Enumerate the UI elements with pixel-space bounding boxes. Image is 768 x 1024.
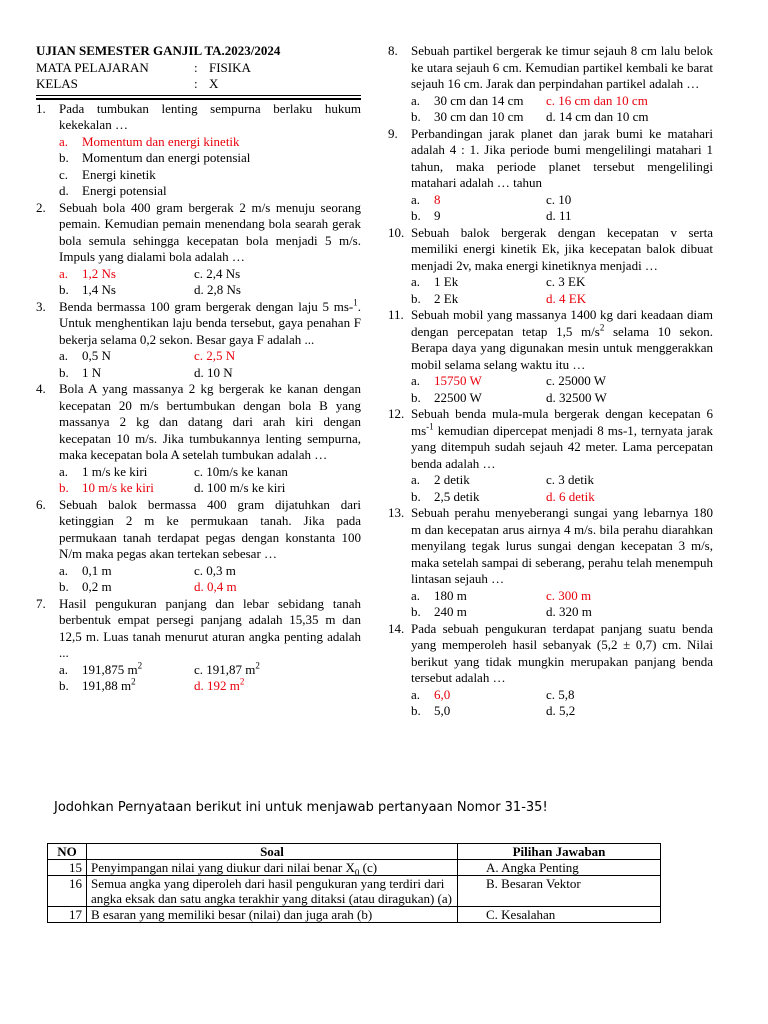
- question-text: Bola A yang massanya 2 kg bergerak ke kanan dengan kecepatan 20 m/s bertumbukan dengan bola B yang massanya 2 kg dan datang dari arah kiri dengan kecepatan 10 m/s. Jika tumbukannya lenting sempurna, maka kecepatan bola A setelah tumbukan adalah …: [59, 381, 361, 462]
- option-letter: b.: [411, 290, 421, 306]
- question-text: [59, 299, 361, 349]
- option-a[interactable]: [59, 134, 361, 151]
- header-value: FISIKA: [209, 59, 251, 75]
- option-text: 30 cm dan 10 cm: [434, 109, 524, 124]
- option-letter: a.: [59, 562, 69, 578]
- question-text: [411, 406, 713, 472]
- question-number: 1.: [36, 100, 46, 116]
- option-a[interactable]: [59, 266, 194, 283]
- option-a[interactable]: [59, 348, 194, 365]
- option-text: 5,0: [434, 703, 451, 718]
- option-d[interactable]: d. 4 EK: [546, 290, 587, 306]
- option-letter: a.: [411, 373, 421, 388]
- question-text: [411, 307, 713, 373]
- header-row-subject: [36, 60, 361, 77]
- question-14: [388, 621, 713, 687]
- table-row: [48, 907, 661, 923]
- header-sep: :: [194, 59, 198, 75]
- question-number: 7.: [36, 595, 46, 611]
- row-soal: [87, 860, 458, 876]
- option-d[interactable]: d. 320 m: [546, 604, 592, 619]
- option-text: 2 Ek: [434, 290, 459, 306]
- option-b[interactable]: [59, 579, 194, 596]
- option-b[interactable]: [411, 109, 546, 126]
- option-d[interactable]: [194, 678, 244, 695]
- option-letter: b.: [59, 579, 69, 594]
- option-b[interactable]: [59, 282, 194, 299]
- question-6: [36, 497, 361, 563]
- option-a[interactable]: [411, 274, 546, 291]
- option-b[interactable]: [411, 703, 546, 720]
- option-d[interactable]: d. 2,8 Ns: [194, 282, 241, 297]
- question-number: 12.: [388, 406, 405, 421]
- option-letter: b.: [411, 604, 421, 619]
- option-letter: b.: [59, 364, 69, 380]
- option-c[interactable]: c. 2,4 Ns: [194, 265, 241, 281]
- option-letter: a.: [411, 274, 421, 289]
- question-text: Perbandingan jarak planet dan jarak bumi ke matahari adalah 4 : 1. Jika periode bumi mengelilingi matahari 1 tahun, maka periode planet tersebut mengelilingi matahari adalah … tahun: [411, 125, 713, 190]
- question-13: [388, 505, 713, 588]
- text-part: . Untuk menghentikan laju benda tersebut, gaya penahan F bekerja selama 0,2 sekon. Besar gaya F adalah ...: [59, 298, 361, 347]
- text-part: Benda bermassa 100 gram bergerak dengan laju 5 ms-: [59, 298, 354, 314]
- question-text: Sebuah partikel bergerak ke timur sejauh 8 cm lalu belok ke utara sejauh 6 cm. Kemudian partikel kembali ke barat sejauh 16 cm. Jarak dan perpindahan partikel adalah …: [411, 43, 713, 91]
- option-a[interactable]: [411, 93, 546, 110]
- option-c[interactable]: c. 0,3 m: [194, 562, 236, 578]
- option-d[interactable]: d. 100 m/s ke kiri: [194, 480, 286, 495]
- option-text: 1 N: [82, 364, 102, 380]
- row-number: 17: [48, 907, 87, 923]
- options-row-bd: [59, 480, 361, 497]
- option-c[interactable]: c. 16 cm dan 10 cm: [546, 92, 648, 108]
- option-c[interactable]: c. 10: [546, 191, 572, 207]
- question-number: 14.: [388, 620, 405, 636]
- options-row-ac: [411, 192, 713, 209]
- option-letter: a.: [59, 463, 69, 479]
- header-sep: :: [194, 76, 198, 91]
- option-c[interactable]: c. 300 m: [546, 587, 592, 603]
- question-text: Sebuah balok bergerak dengan kecepatan v serta memiliki energi kinetik Ek, jika kecepatan balok dibuat menjadi 2v, maka energi kinetiknya menjadi …: [411, 224, 713, 273]
- option-text: 6,0: [434, 686, 451, 702]
- option-b[interactable]: [411, 390, 546, 407]
- question-10: [388, 225, 713, 275]
- header-value: X: [209, 76, 219, 91]
- question-9: [388, 126, 713, 192]
- option-d[interactable]: d. 14 cm dan 10 cm: [546, 109, 649, 124]
- option-b[interactable]: [411, 208, 546, 225]
- option-letter: b.: [411, 703, 421, 718]
- option-b[interactable]: [411, 291, 546, 308]
- option-text: 0,5 N: [82, 348, 111, 363]
- superscript: 2: [599, 322, 605, 333]
- option-b[interactable]: [59, 480, 194, 497]
- options-row-bd: [411, 703, 713, 720]
- row-number: 15: [48, 860, 87, 876]
- option-letter: d.: [59, 183, 69, 198]
- question-2: [36, 200, 361, 266]
- row-pilihan: A. Angka Penting: [458, 860, 661, 876]
- subscript: 0: [354, 867, 360, 878]
- header-no: NO: [48, 844, 87, 860]
- option-a[interactable]: [411, 472, 546, 489]
- option-text: 1 Ek: [434, 274, 459, 289]
- option-letter: a.: [411, 92, 421, 108]
- option-text: Energi potensial: [82, 183, 167, 198]
- options-row-bd: [59, 365, 361, 382]
- option-d[interactable]: d. 10 N: [194, 364, 233, 380]
- option-b[interactable]: [59, 365, 194, 382]
- superscript: 1: [353, 297, 358, 308]
- question-1-options: [59, 134, 361, 200]
- option-text: 1,4 Ns: [82, 282, 116, 297]
- options-row-ac: [59, 348, 361, 365]
- option-text: 180 m: [434, 587, 467, 603]
- question-7: [36, 596, 361, 662]
- option-letter: b.: [59, 282, 69, 297]
- option-value: 191,875 m: [82, 661, 138, 677]
- options-row-ac: [411, 93, 713, 110]
- option-text: [82, 662, 142, 679]
- option-text: Momentum dan energi kinetik: [82, 133, 240, 149]
- option-letter: a.: [59, 348, 69, 363]
- question-4: [36, 381, 361, 464]
- option-b[interactable]: [59, 678, 194, 695]
- question-number: 4.: [36, 381, 46, 396]
- option-text: Energi kinetik: [82, 166, 156, 182]
- option-c[interactable]: c. 3 EK: [546, 274, 586, 289]
- text-part: Sebuah benda mula-mula bergerak dengan kecepatan 6 ms: [411, 406, 713, 438]
- options-row-ac: [59, 662, 361, 679]
- superscript: 2: [137, 660, 143, 671]
- options-row-ac: [59, 266, 361, 283]
- table-row: [48, 860, 661, 876]
- option-b[interactable]: [411, 604, 546, 621]
- option-letter: b.: [411, 109, 421, 124]
- option-c[interactable]: c. 5,8: [546, 686, 575, 702]
- options-row-ac: [59, 563, 361, 580]
- option-d[interactable]: d. 11: [546, 208, 572, 223]
- question-text: Sebuah perahu menyeberangi sungai yang lebarnya 180 m dan kecepatan arus airnya 4 m/s. bila perahu diarahkan menyilang tegak lurus sungai dengan kecepatan 3 m/s, maka setelah sampai di seberang, perahu telah menempuh lintasan sejauh …: [411, 505, 713, 586]
- option-a[interactable]: [59, 563, 194, 580]
- option-text: 10 m/s ke kiri: [82, 480, 154, 495]
- question-text: Sebuah balok bermassa 400 gram dijatuhkan dari ketinggian 2 m ke permukaan tanah. Jika pada permukaan tanah terdapat pegas dengan konstanta 100 N/m maka pegas akan tertekan sebesar …: [59, 496, 361, 561]
- superscript: 2: [239, 676, 245, 687]
- option-a[interactable]: [411, 192, 546, 209]
- option-d[interactable]: d. 0,4 m: [194, 579, 237, 594]
- option-a[interactable]: [411, 373, 546, 390]
- header-key: KELAS: [36, 76, 78, 91]
- question-12: [388, 406, 713, 472]
- header-divider: [36, 95, 361, 100]
- option-text: 0,1 m: [82, 562, 112, 578]
- option-text: 240 m: [434, 604, 467, 619]
- options-row-ac: [411, 472, 713, 489]
- left-column: [36, 43, 361, 695]
- option-c[interactable]: c. 25000 W: [546, 373, 607, 388]
- option-text: 1,2 Ns: [82, 265, 116, 281]
- option-letter: a.: [411, 472, 421, 487]
- options-row-bd: [59, 282, 361, 299]
- option-a[interactable]: [411, 687, 546, 704]
- options-row-bd: [411, 291, 713, 308]
- option-c[interactable]: c. 2,5 N: [194, 348, 236, 363]
- options-row-bd: [411, 390, 713, 407]
- question-text: Pada tumbukan lenting sempurna berlaku hukum kekekalan …: [59, 100, 361, 132]
- soal-answer: (c): [359, 860, 378, 875]
- question-8: [388, 43, 713, 93]
- soal-text: Penyimpangan nilai yang diukur dari nilai benar X: [91, 860, 355, 875]
- option-d[interactable]: d. 6 detik: [546, 488, 595, 504]
- option-text: [82, 678, 136, 695]
- options-row-bd: [59, 678, 361, 695]
- option-letter: c.: [59, 166, 69, 182]
- option-value: 191,88 m: [82, 678, 132, 693]
- option-value: c. 191,87 m: [194, 661, 256, 677]
- superscript: -1: [426, 421, 434, 432]
- matching-table: [47, 843, 661, 923]
- header-key: MATA PELAJARAN: [36, 59, 149, 75]
- superscript: 2: [255, 660, 260, 671]
- superscript: 2: [131, 676, 136, 687]
- option-letter: a.: [411, 686, 421, 702]
- text-part: Sebuah mobil yang massanya 1400 kg dari keadaan diam dengan percepatan tetap 1,5 m/s: [411, 307, 713, 339]
- question-text: Pada sebuah pengukuran terdapat panjang suatu benda yang memperoleh hasil sebanyak (5,2 ± 0,7) cm. Nilai berikut yang tidak mungkin merupakan panjang benda tersebut adalah …: [411, 620, 713, 685]
- row-soal: Semua angka yang diperoleh dari hasil pengukuran yang terdiri dari angka eksak dan satu angka terakhir yang ditaksi (atau diragukan) (a): [87, 876, 458, 907]
- question-number: 10.: [388, 224, 405, 240]
- right-column: [388, 43, 713, 720]
- option-text: 0,2 m: [82, 579, 112, 594]
- option-b[interactable]: [59, 150, 361, 167]
- question-3: [36, 299, 361, 349]
- question-number: 2.: [36, 199, 46, 215]
- exam-title: UJIAN SEMESTER GANJIL TA.2023/2024: [36, 43, 281, 58]
- matching-instruction: Jodohkan Pernyataan berikut ini untuk menjawab pertanyaan Nomor 31-35!: [54, 800, 548, 815]
- question-number: 3.: [36, 298, 46, 314]
- row-number: 16: [48, 876, 87, 907]
- option-c[interactable]: [59, 167, 361, 184]
- option-text: 8: [434, 191, 441, 207]
- question-1: [36, 101, 361, 134]
- options-row-ac: [411, 373, 713, 390]
- option-b[interactable]: [411, 489, 546, 506]
- question-11: [388, 307, 713, 373]
- header-row-class: [36, 76, 361, 93]
- option-letter: b.: [411, 208, 421, 223]
- options-row-ac: [411, 274, 713, 291]
- option-c[interactable]: c. 3 detik: [546, 472, 595, 487]
- text-part: kemudian dipercepat menjadi 8 ms-1, ternyata jarak yang ditempuh sudah sejauh 42 meter. Lama percepatan benda adalah …: [411, 422, 713, 471]
- question-text: Hasil pengukuran panjang dan lebar sebidang tanah berbentuk empat persegi panjang adalah 15,35 m dan 12,5 m. Luas tanah menurut aturan angka penting adalah ...: [59, 595, 361, 660]
- option-text: 22500 W: [434, 389, 482, 405]
- options-row-bd: [411, 604, 713, 621]
- row-pilihan: B. Besaran Vektor: [458, 876, 661, 907]
- question-number: 13.: [388, 505, 405, 520]
- option-text: 15750 W: [434, 373, 482, 388]
- option-letter: a.: [59, 661, 69, 677]
- question-number: 11.: [388, 307, 404, 322]
- options-row-ac: [411, 588, 713, 605]
- text-part: selama 10 sekon. Berapa daya yang digunakan mesin untuk menggerakkan mobil selama selang waktu itu …: [411, 323, 713, 372]
- option-letter: a.: [59, 265, 69, 281]
- row-pilihan: C. Kesalahan: [458, 907, 661, 923]
- option-d[interactable]: d. 32500 W: [546, 389, 607, 405]
- option-letter: b.: [411, 389, 421, 405]
- question-number: 6.: [36, 496, 46, 512]
- option-text: 30 cm dan 14 cm: [434, 92, 524, 108]
- option-text: 1 m/s ke kiri: [82, 463, 148, 479]
- option-letter: b.: [59, 678, 69, 693]
- option-text: 2,5 detik: [434, 488, 480, 504]
- options-row-ac: [59, 464, 361, 481]
- option-letter: a.: [411, 587, 421, 603]
- options-row-ac: [411, 687, 713, 704]
- row-soal: B esaran yang memiliki besar (nilai) dan juga arah (b): [87, 907, 458, 923]
- option-text: Momentum dan energi potensial: [82, 150, 251, 165]
- question-text: Sebuah bola 400 gram bergerak 2 m/s menuju seorang pemain. Kemudian pemain menendang bola searah gerak bola semula sehingga kecepatan bola menjadi 5 m/s. Impuls yang dialami bola adalah …: [59, 199, 361, 264]
- option-a[interactable]: [411, 588, 546, 605]
- option-text: 2 detik: [434, 472, 470, 487]
- option-text: 9: [434, 208, 441, 223]
- table-header-row: [48, 844, 661, 860]
- option-letter: a.: [411, 191, 421, 207]
- option-a[interactable]: [59, 464, 194, 481]
- option-a[interactable]: [59, 662, 194, 679]
- option-value: d. 192 m: [194, 678, 240, 693]
- option-letter: b.: [59, 150, 69, 165]
- header-pilihan: Pilihan Jawaban: [458, 844, 661, 860]
- option-c[interactable]: c. 10m/s ke kanan: [194, 463, 288, 479]
- question-number: 9.: [388, 125, 398, 141]
- option-letter: a.: [59, 133, 69, 149]
- question-number: 8.: [388, 43, 398, 58]
- option-c[interactable]: [194, 662, 260, 679]
- option-d[interactable]: d. 5,2: [546, 703, 576, 718]
- header-soal: Soal: [87, 844, 458, 860]
- options-row-bd: [411, 489, 713, 506]
- options-row-bd: [411, 109, 713, 126]
- options-row-bd: [59, 579, 361, 596]
- option-letter: b.: [59, 480, 69, 495]
- option-d[interactable]: [59, 183, 361, 200]
- table-row: [48, 876, 661, 907]
- options-row-bd: [411, 208, 713, 225]
- option-letter: b.: [411, 488, 421, 504]
